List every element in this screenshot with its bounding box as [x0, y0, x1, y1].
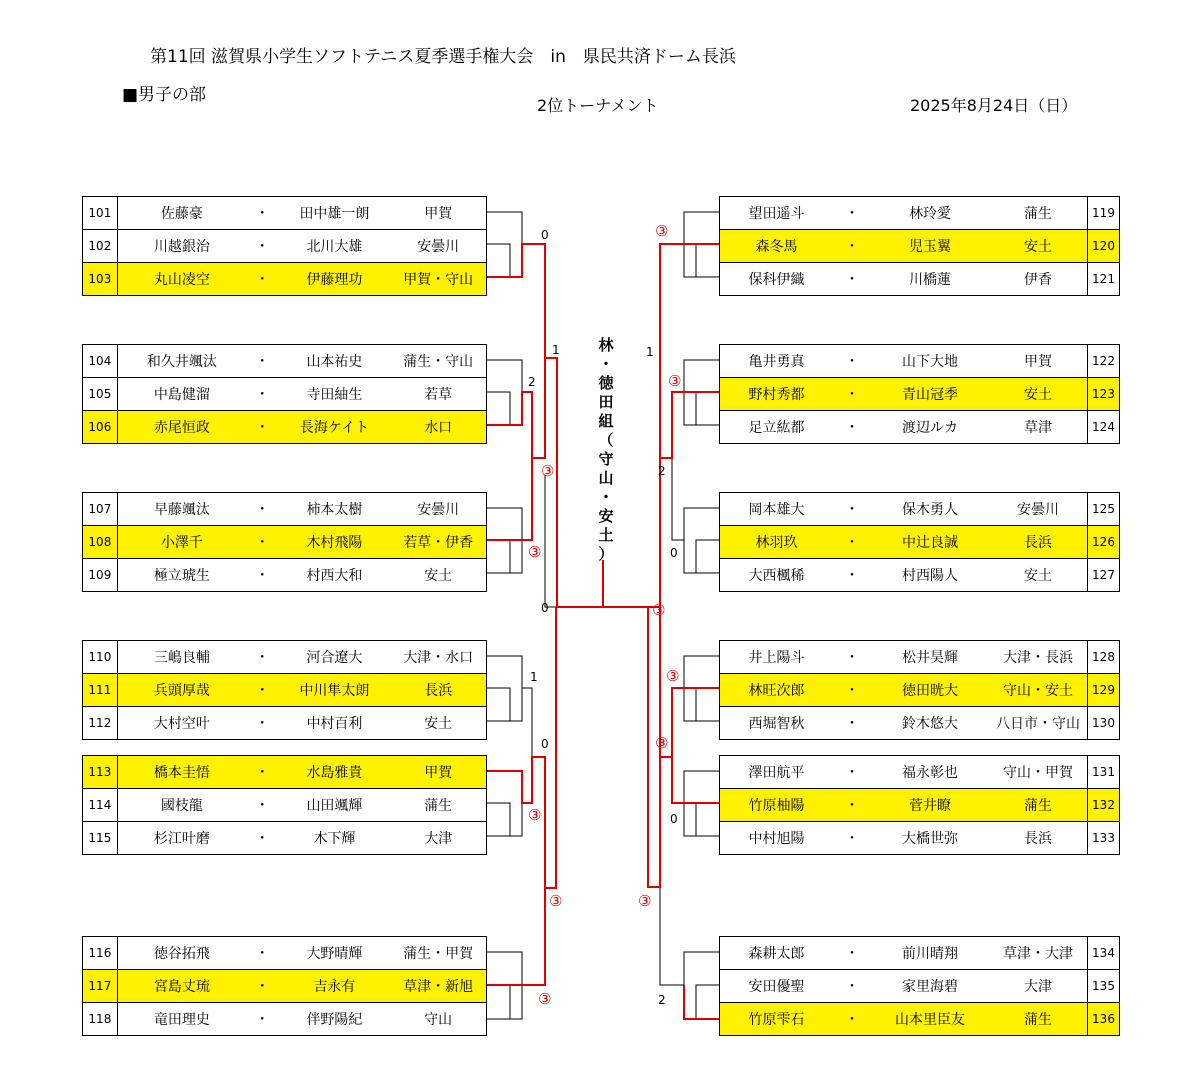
team-name: 守山	[390, 1003, 486, 1036]
entry-number: 133	[1088, 822, 1120, 855]
player-2-name: 大野晴輝	[279, 937, 391, 970]
entry-number: 118	[83, 1003, 118, 1036]
entry-number: 134	[1088, 937, 1120, 970]
score-r-g3: 2	[658, 464, 666, 478]
player-1-name: 丸山凌空	[117, 263, 246, 296]
team-name: 若草・伊香	[390, 526, 486, 559]
score-l-g5: 0	[541, 737, 549, 751]
entry-number: 108	[83, 526, 118, 559]
team-name: 安土	[989, 559, 1088, 592]
pair-separator: ・	[246, 526, 279, 559]
team-name: 安土	[989, 230, 1088, 263]
player-1-name: 橋本圭悟	[117, 756, 246, 789]
pair-separator: ・	[246, 822, 279, 855]
mark-circled-3: ③	[666, 667, 680, 685]
mark-circled-3: ③	[541, 462, 555, 480]
team-name: 草津・大津	[989, 937, 1088, 970]
player-2-name: 前川晴翔	[871, 937, 989, 970]
entry-number: 132	[1088, 789, 1120, 822]
entry-number: 131	[1088, 756, 1120, 789]
team-name: 大津	[390, 822, 486, 855]
player-1-name: 森耕太郎	[720, 937, 834, 970]
entry-number: 106	[83, 411, 118, 444]
pair-separator: ・	[246, 756, 279, 789]
team-name: 甲賀	[390, 197, 486, 230]
entry-number: 116	[83, 937, 118, 970]
pair-separator: ・	[833, 526, 871, 559]
pair-separator: ・	[246, 345, 279, 378]
player-2-name: 中村百利	[279, 707, 391, 740]
team-name: 伊香	[989, 263, 1088, 296]
pair-separator: ・	[833, 493, 871, 526]
player-1-name: 安田優聖	[720, 970, 834, 1003]
player-2-name: 北川大雄	[279, 230, 391, 263]
pair-separator: ・	[246, 230, 279, 263]
pair-separator: ・	[246, 378, 279, 411]
team-name: 八日市・守山	[989, 707, 1088, 740]
entry-number: 130	[1088, 707, 1120, 740]
entry-number: 135	[1088, 970, 1120, 1003]
pair-separator: ・	[246, 411, 279, 444]
entry-number: 119	[1088, 197, 1120, 230]
player-1-name: 竜田理史	[117, 1003, 246, 1036]
team-name: 安曇川	[390, 230, 486, 263]
entry-number: 104	[83, 345, 118, 378]
player-1-name: 兵頭厚哉	[117, 674, 246, 707]
player-1-name: 竹原雫石	[720, 1003, 834, 1036]
player-1-name: 國枝龍	[117, 789, 246, 822]
player-2-name: 菅井瞭	[871, 789, 989, 822]
entry-number: 124	[1088, 411, 1120, 444]
pair-separator: ・	[833, 822, 871, 855]
player-2-name: 松井昊輝	[871, 641, 989, 674]
pair-separator: ・	[833, 756, 871, 789]
entry-number: 103	[83, 263, 118, 296]
pair-separator: ・	[833, 970, 871, 1003]
score-r-g5: 0	[670, 812, 678, 826]
team-name: 蒲生	[390, 789, 486, 822]
pair-separator: ・	[246, 641, 279, 674]
player-1-name: 澤田航平	[720, 756, 834, 789]
mark-circled-3: ③	[538, 990, 552, 1008]
player-2-name: 水島雅貴	[279, 756, 391, 789]
mark-circled-3: ③	[638, 892, 652, 910]
player-2-name: 寺田紬生	[279, 378, 391, 411]
event-date: 2025年8月24日（日）	[910, 96, 1078, 115]
player-2-name: 田中雄一朗	[279, 197, 391, 230]
player-2-name: 川橋蓮	[871, 263, 989, 296]
player-1-name: 西堀智秋	[720, 707, 834, 740]
team-name: 長浜	[989, 822, 1088, 855]
mark-circled-3: ③	[528, 806, 542, 824]
entry-number: 112	[83, 707, 118, 740]
entry-number: 114	[83, 789, 118, 822]
pair-separator: ・	[246, 559, 279, 592]
team-name: 安土	[390, 559, 486, 592]
pair-separator: ・	[246, 1003, 279, 1036]
team-name: 守山・甲賀	[989, 756, 1088, 789]
entry-number: 122	[1088, 345, 1120, 378]
team-name: 守山・安土	[989, 674, 1088, 707]
pair-separator: ・	[246, 937, 279, 970]
player-1-name: 極立琥生	[117, 559, 246, 592]
mark-circled-3: ③	[668, 372, 682, 390]
entry-number: 117	[83, 970, 118, 1003]
entry-number: 126	[1088, 526, 1120, 559]
score-l-g4: 1	[530, 670, 538, 684]
team-name: 長浜	[989, 526, 1088, 559]
player-1-name: 森冬馬	[720, 230, 834, 263]
score-r-g3b: 0	[670, 546, 678, 560]
pair-separator: ・	[246, 707, 279, 740]
score-l-g2-top: 1	[552, 343, 560, 357]
pair-separator: ・	[833, 263, 871, 296]
pair-separator: ・	[833, 674, 871, 707]
pair-separator: ・	[833, 641, 871, 674]
player-1-name: 佐藤豪	[117, 197, 246, 230]
team-name: 甲賀	[390, 756, 486, 789]
team-name: 甲賀	[989, 345, 1088, 378]
page-title: 第11回 滋賀県小学生ソフトテニス夏季選手権大会 in 県民共済ドーム長浜	[150, 47, 736, 67]
score-l-g1: 0	[541, 228, 549, 242]
player-1-name: 岡本雄大	[720, 493, 834, 526]
entry-number: 109	[83, 559, 118, 592]
player-2-name: 吉永有	[279, 970, 391, 1003]
entry-number: 123	[1088, 378, 1120, 411]
entry-number: 125	[1088, 493, 1120, 526]
player-1-name: 徳谷拓飛	[117, 937, 246, 970]
player-1-name: 竹原柚陽	[720, 789, 834, 822]
player-2-name: 徳田晄大	[871, 674, 989, 707]
mark-circled-3: ③	[549, 892, 563, 910]
player-2-name: 鈴木悠大	[871, 707, 989, 740]
player-2-name: 青山冠季	[871, 378, 989, 411]
player-2-name: 大橋世弥	[871, 822, 989, 855]
player-1-name: 井上陽斗	[720, 641, 834, 674]
player-2-name: 林玲愛	[871, 197, 989, 230]
player-2-name: 山本祐史	[279, 345, 391, 378]
player-2-name: 福永彰也	[871, 756, 989, 789]
player-2-name: 保木勇人	[871, 493, 989, 526]
pair-separator: ・	[833, 345, 871, 378]
player-2-name: 村西陽人	[871, 559, 989, 592]
player-1-name: 三嶋良輔	[117, 641, 246, 674]
pair-separator: ・	[246, 197, 279, 230]
pair-separator: ・	[246, 263, 279, 296]
pair-separator: ・	[833, 197, 871, 230]
player-2-name: 伴野陽紀	[279, 1003, 391, 1036]
team-name: 大津・水口	[390, 641, 486, 674]
player-1-name: 野村秀都	[720, 378, 834, 411]
team-name: 草津	[989, 411, 1088, 444]
team-name: 水口	[390, 411, 486, 444]
team-name: 安曇川	[989, 493, 1088, 526]
pair-separator: ・	[246, 789, 279, 822]
team-name: 蒲生・甲賀	[390, 937, 486, 970]
player-2-name: 渡辺ルカ	[871, 411, 989, 444]
player-1-name: 宮島丈琉	[117, 970, 246, 1003]
player-1-name: 大西楓稀	[720, 559, 834, 592]
player-1-name: 小澤千	[117, 526, 246, 559]
pair-separator: ・	[833, 378, 871, 411]
score-r-g6: 2	[658, 993, 666, 1007]
section-label: ■男子の部	[122, 85, 207, 105]
player-2-name: 木下輝	[279, 822, 391, 855]
entry-number: 102	[83, 230, 118, 263]
entry-number: 128	[1088, 641, 1120, 674]
pair-separator: ・	[246, 970, 279, 1003]
player-2-name: 柿本太樹	[279, 493, 391, 526]
player-1-name: 中島健溜	[117, 378, 246, 411]
player-1-name: 亀井勇真	[720, 345, 834, 378]
entry-number: 127	[1088, 559, 1120, 592]
team-name: 蒲生・守山	[390, 345, 486, 378]
player-1-name: 中村旭陽	[720, 822, 834, 855]
team-name: 安曇川	[390, 493, 486, 526]
pair-separator: ・	[833, 230, 871, 263]
player-2-name: 伊藤理功	[279, 263, 391, 296]
entry-number: 101	[83, 197, 118, 230]
player-2-name: 山下大地	[871, 345, 989, 378]
entry-number: 129	[1088, 674, 1120, 707]
mark-circled-3: ③	[655, 222, 669, 240]
team-name: 蒲生	[989, 789, 1088, 822]
team-name: 大津・長浜	[989, 641, 1088, 674]
player-1-name: 林旺次郎	[720, 674, 834, 707]
pair-separator: ・	[833, 1003, 871, 1036]
pair-separator: ・	[833, 707, 871, 740]
player-1-name: 保科伊織	[720, 263, 834, 296]
player-2-name: 家里海碧	[871, 970, 989, 1003]
score-l-mid: 0	[541, 601, 549, 615]
pair-separator: ・	[833, 789, 871, 822]
pair-separator: ・	[246, 493, 279, 526]
entry-number: 111	[83, 674, 118, 707]
entry-number: 107	[83, 493, 118, 526]
team-name: 蒲生	[989, 197, 1088, 230]
player-1-name: 和久井颯汰	[117, 345, 246, 378]
player-2-name: 山本里臣友	[871, 1003, 989, 1036]
score-l-g2: 2	[528, 375, 536, 389]
team-name: 蒲生	[989, 1003, 1088, 1036]
pair-separator: ・	[833, 559, 871, 592]
entry-number: 120	[1088, 230, 1120, 263]
player-1-name: 赤尾恒政	[117, 411, 246, 444]
team-name: 安土	[989, 378, 1088, 411]
mark-circled-3: ③	[528, 543, 542, 561]
player-1-name: 早藤颯汰	[117, 493, 246, 526]
player-2-name: 山田颯輝	[279, 789, 391, 822]
player-1-name: 大村空叶	[117, 707, 246, 740]
player-2-name: 中川隼太朗	[279, 674, 391, 707]
player-1-name: 杉江叶磨	[117, 822, 246, 855]
entry-number: 115	[83, 822, 118, 855]
player-1-name: 林羽玖	[720, 526, 834, 559]
team-name: 長浜	[390, 674, 486, 707]
player-2-name: 中辻良誠	[871, 526, 989, 559]
champion-label: 林 ・ 徳 田 組 （ 守 山 ・ 安 土 ）	[598, 336, 614, 563]
player-1-name: 望田遥斗	[720, 197, 834, 230]
tournament-subtitle: 2位トーナメント	[537, 96, 659, 115]
entry-number: 105	[83, 378, 118, 411]
entry-number: 121	[1088, 263, 1120, 296]
player-2-name: 児玉翼	[871, 230, 989, 263]
team-name: 若草	[390, 378, 486, 411]
score-r-top: 1	[646, 345, 654, 359]
entry-number: 110	[83, 641, 118, 674]
player-1-name: 足立紘都	[720, 411, 834, 444]
entry-number: 136	[1088, 1003, 1120, 1036]
player-2-name: 長海ケイト	[279, 411, 391, 444]
pair-separator: ・	[246, 674, 279, 707]
entry-number: 113	[83, 756, 118, 789]
player-1-name: 川越銀治	[117, 230, 246, 263]
mark-circled-3: ③	[652, 601, 666, 619]
pair-separator: ・	[833, 411, 871, 444]
team-name: 安土	[390, 707, 486, 740]
player-2-name: 村西大和	[279, 559, 391, 592]
pair-separator: ・	[833, 937, 871, 970]
mark-circled-3: ③	[655, 734, 669, 752]
team-name: 草津・新旭	[390, 970, 486, 1003]
team-name: 大津	[989, 970, 1088, 1003]
player-2-name: 河合遼大	[279, 641, 391, 674]
player-2-name: 木村飛陽	[279, 526, 391, 559]
team-name: 甲賀・守山	[390, 263, 486, 296]
